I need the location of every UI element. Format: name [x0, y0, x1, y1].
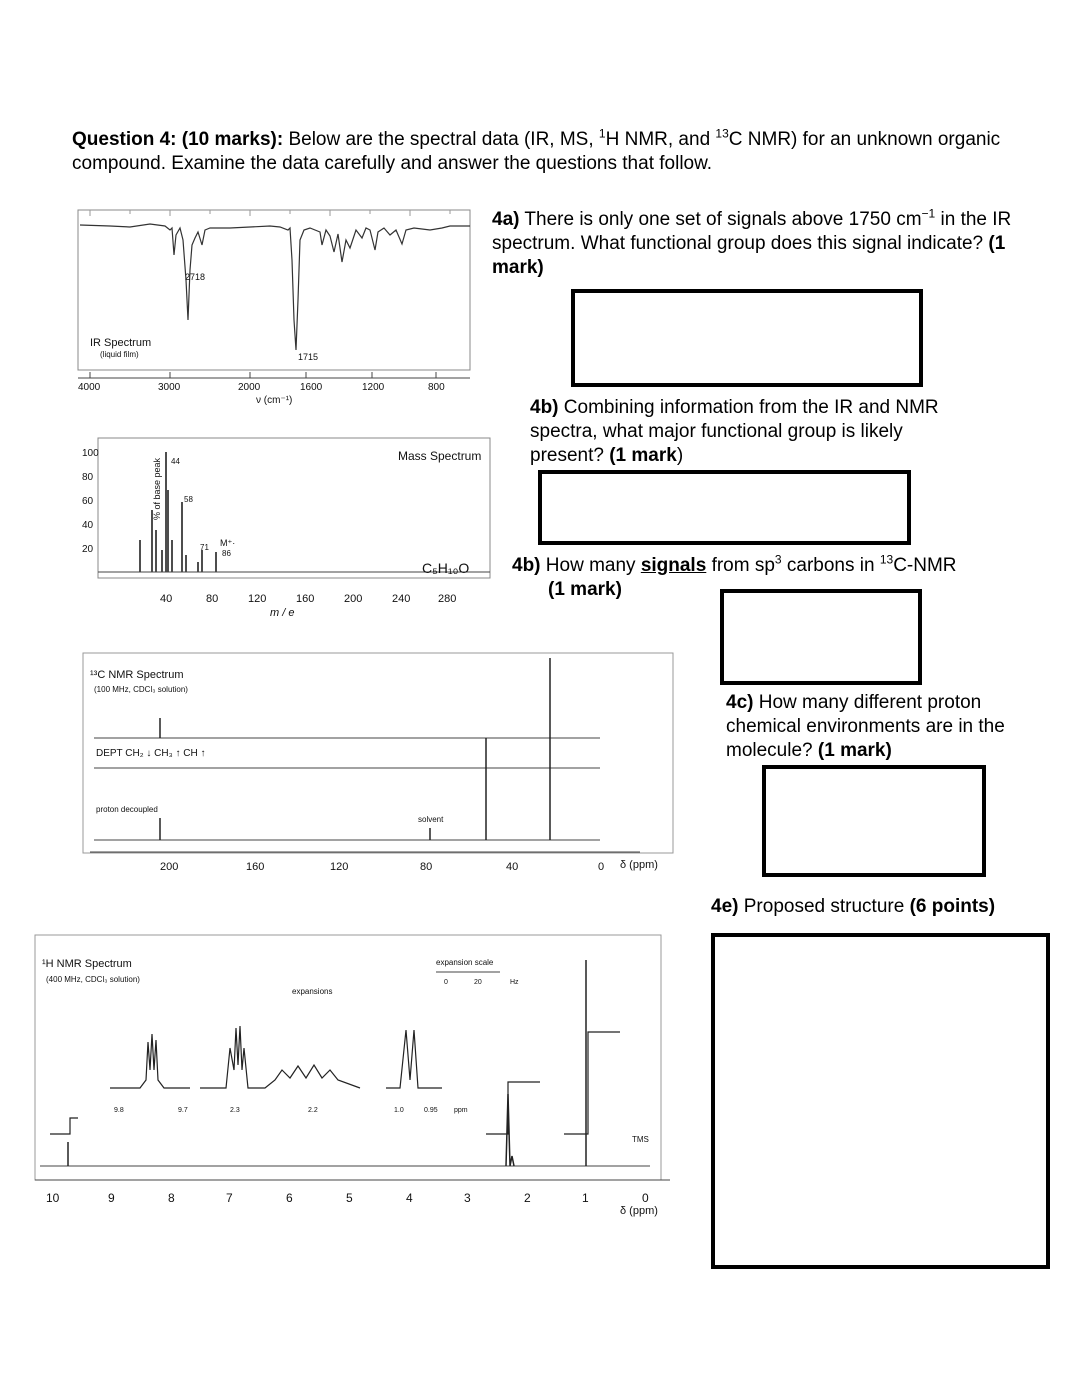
ms-title: Mass Spectrum: [398, 449, 482, 463]
h1-peak-2.4: [506, 1094, 514, 1166]
ir-top-ticks: [90, 210, 450, 216]
answer-box-4b-sp3-signals[interactable]: [720, 589, 922, 685]
h1-tick-10: 10: [46, 1191, 60, 1205]
answer-box-4a[interactable]: [571, 289, 923, 387]
ms-peak-44-label: 44: [171, 457, 180, 466]
h1-nmr-spectrum: [30, 930, 680, 1220]
h1-tick-6: 6: [286, 1191, 293, 1205]
ms-peak-58-label: 58: [184, 495, 193, 504]
h1-aldehyde-expansion: [110, 1034, 190, 1088]
ir-peak-1715-label: 1715: [298, 352, 319, 362]
question-4b-sp3-signals: 4b) How many signals from $sp^3$ carbons in $^{13}$C-NMR (1 mark): [512, 552, 957, 600]
ir-tick-1600: 1600: [300, 382, 323, 393]
question-header: Question 4: (10 marks): Below are the spectral data (IR, MS, $^1$H NMR, and $^{13}$C NMR) for an unknown organic compound. Examine the data carefully and answer the questions that follow.: [72, 126, 1001, 174]
c13-tick-0: 0: [598, 861, 605, 873]
ir-tick-4000: 4000: [78, 382, 101, 393]
ms-xtick-80: 80: [206, 593, 219, 605]
h1-tick-7: 7: [226, 1191, 233, 1205]
h1-tick-2: 2: [524, 1191, 531, 1205]
ms-formula: C₅H₁₀O: [422, 560, 470, 576]
h1-title: ¹H NMR Spectrum: [42, 958, 132, 970]
ms-ytick-20: 20: [82, 544, 94, 555]
ir-title: IR Spectrum: [90, 337, 152, 349]
h1-tick-9: 9: [108, 1191, 115, 1205]
answer-box-4c[interactable]: [762, 765, 986, 877]
ir-subtitle: (liquid film): [100, 350, 139, 359]
ir-tick-1200: 1200: [362, 382, 385, 393]
question-4b-functional-group: 4b) Combining information from the IR and NMR spectra, what major functional group is likely present? (1 mark): [530, 397, 939, 466]
h1-scale-tick-20: 20: [474, 979, 482, 986]
h1-tms-label: TMS: [632, 1135, 649, 1144]
answer-box-4e-structure[interactable]: [711, 933, 1050, 1269]
c13-dept-label: DEPT CH₂ ↓ CH₃ ↑ CH ↑: [96, 748, 206, 759]
c13-subtitle: (100 MHz, CDCl₃ solution): [94, 685, 188, 694]
ms-xtick-40: 40: [160, 593, 173, 605]
c13-tick-160: 160: [246, 861, 265, 873]
ms-xtick-120: 120: [248, 593, 267, 605]
h1-expansions-label: expansions: [292, 987, 333, 996]
h1-expansion-scale-label: expansion scale: [436, 958, 494, 967]
c13-tick-120: 120: [330, 861, 349, 873]
ms-peak-71-label: 71: [200, 543, 209, 552]
h1-tick-0: 0: [642, 1191, 649, 1205]
answer-box-4b-functional-group[interactable]: [538, 470, 911, 545]
question-title: Question 4: (10 marks):: [72, 129, 284, 150]
h1-scale-hz-label: Hz: [510, 979, 519, 986]
h1-exp-tick-1.0: 1.0: [394, 1107, 404, 1114]
h1-exp-tick-2.3: 2.3: [230, 1107, 240, 1114]
ms-ytick-60: 60: [82, 496, 94, 507]
ms-xtick-200: 200: [344, 593, 363, 605]
ms-peak-86-label: 86: [222, 549, 231, 558]
ms-x-label: m / e: [270, 607, 295, 619]
ir-tick-3000: 3000: [158, 382, 181, 393]
c13-title: ¹³C NMR Spectrum: [90, 669, 184, 681]
c13-tick-80: 80: [420, 861, 433, 873]
ir-tick-2000: 2000: [238, 382, 261, 393]
ir-tick-800: 800: [428, 382, 445, 393]
c13-x-label: δ (ppm): [620, 859, 658, 871]
question-4e: 4e) Proposed structure (6 points): [711, 896, 996, 917]
ir-spectrum: [70, 200, 490, 410]
h1-frame: [35, 935, 661, 1180]
h1-exp-tick-2.2: 2.2: [308, 1107, 318, 1114]
question-4c: 4c) How many different proton chemical environments are in the molecule? (1 mark): [726, 692, 1005, 761]
ms-xtick-240: 240: [392, 593, 411, 605]
h1-x-label: δ (ppm): [620, 1205, 658, 1217]
ms-ytick-80: 80: [82, 472, 94, 483]
mass-spectrum: [70, 430, 500, 620]
c13-tick-40: 40: [506, 861, 519, 873]
h1-tick-3: 3: [464, 1191, 471, 1205]
ms-ytick-40: 40: [82, 520, 94, 531]
h1-integration-curves: [50, 1118, 78, 1134]
h1-exp-tick-0.95: 0.95: [424, 1107, 438, 1114]
ir-trace: [80, 224, 470, 350]
h1-exp-tick-9.8: 9.8: [114, 1107, 124, 1114]
h1-tick-4: 4: [406, 1191, 413, 1205]
question-4a: 4a) There is only one set of signals above 1750 $cm^{-1}$ in the IR spectrum. What functional group does this signal indicate? (1 mark): [492, 206, 1012, 278]
h1-scale-tick-0: 0: [444, 979, 448, 986]
ir-x-label: ν (cm⁻¹): [256, 395, 293, 406]
c13-tick-200: 200: [160, 861, 179, 873]
h1-subtitle: (400 MHz, CDCl₃ solution): [46, 975, 140, 984]
h1-tick-8: 8: [168, 1191, 175, 1205]
h1-ch3-expansion: [386, 1030, 442, 1088]
ms-ytick-100: 100: [82, 448, 99, 459]
ir-x-ticks: [90, 372, 436, 378]
h1-exp-ppm-label: ppm: [454, 1107, 468, 1114]
ms-y-label: % of base peak: [152, 457, 162, 520]
h1-ch2-expansion: [200, 1026, 360, 1088]
ms-molecular-ion-label: M⁺·: [220, 538, 236, 548]
c13-nmr-spectrum: [80, 648, 680, 878]
h1-exp-tick-9.7: 9.7: [178, 1107, 188, 1114]
ms-xtick-280: 280: [438, 593, 457, 605]
c13-proton-decoupled-label: proton decoupled: [96, 805, 158, 814]
ms-xtick-160: 160: [296, 593, 315, 605]
ir-peak-2718-label: 2718: [185, 272, 206, 282]
h1-tick-1: 1: [582, 1191, 589, 1205]
c13-solvent-label: solvent: [418, 815, 444, 824]
h1-tick-5: 5: [346, 1191, 353, 1205]
